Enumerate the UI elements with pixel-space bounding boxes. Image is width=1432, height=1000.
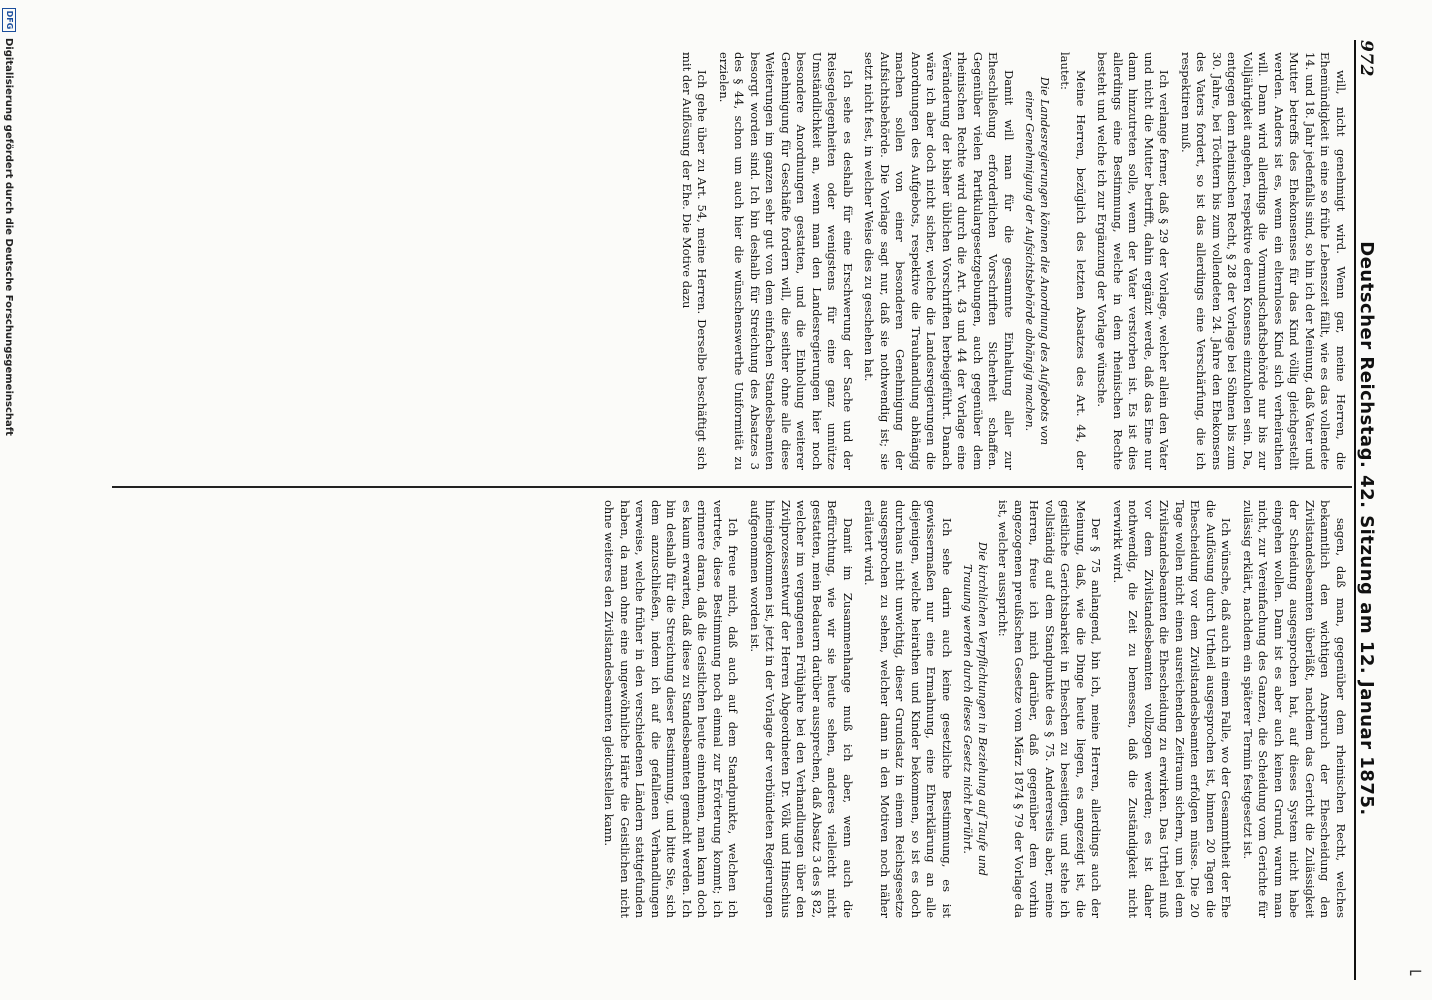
paragraph: sagen, daß man, gegenüber dem rheinischen Recht, welches bekanntlich den wichtigen Anspruch der Ehescheidung den Zivilstandesbeamten überläßt, nachdem das Gericht die Zulässigkeit der Scheidung ausgesprochen hat, auf dieses System nicht habe eingehen wollen. Dann ist es aber auch keinen Grund, warum man nicht, zur Vereinfachung des Ganzen, die Scheidung vom Gerichte für zulässig erklärt, nachdem ein späterer Termin festgesetzt ist. — [1241, 500, 1348, 918]
dfg-logo-icon: DFG — [2, 8, 16, 32]
digitization-credit: Digitalisierung gefördert durch die Deutsche Forschungsgemeinschaft — [3, 38, 15, 436]
paragraph: Ich sehe es deshalb für eine Erschwerung der Sache und der Reisegelegenheiten oder wenigstens für eine ganz unnütze Umständlichkeit an, wenn man den Landesregierungen hier noch besondere Anordnungen gestatten, und die Einholung weiterer Genehmigung für Geschäfte fordern will, die seither ohne alle diese Weiterungen im ganzen sehr gut von dem einfachen Standesbeamten besorgt worden sind. Ich bin deshalb für Streichung des Absatzes 3 des § 44, schon um auch hier die wünschenswerthe Uniformität zu erzielen. — [717, 52, 855, 470]
column-divider — [112, 486, 1352, 488]
text-column-left — [114, 52, 1348, 470]
paragraph: Ich freue mich, daß auch auf dem Standpunkte, welchen ich vertrete, diese Bestimmung noch einmal zur Erörterung kommt; ich erinnere daran, daß die Geistlichen heute einnehmen, man kann doch es kaum erwarten, daß diese zu Standesbeamten gemacht werden. Ich bin deshalb für die Streichung dieser Bestimmung, und bitte Sie, sich dem anzuschließen, indem ich auf die gefallenen Verhandlungen verweise, welche früher in den verschiedenen Ländern stattgefunden haben, da man ohne eine ungewöhnliche Härte die Geistlichen nicht ohne weiteres den Zivilstandesbeamten gleichstellen kann. — [602, 500, 741, 918]
paragraph: Damit will man für die gesammte Einhaltung aller zur Eheschließung erforderlichen Vorschriften Sicherheit schaffen. Gegenüber vielen Partikulargesetzgebungen, auch gegenüber dem rheinischen Rechte wird durch die Art. 43 und 44 der Vorlage eine Veränderung der bisher üblichen Vorschriften herbeigeführt. Danach wäre ich aber doch nicht sicher, welche die Landesregierungen die Anordnungen des Aufgebots, respektive die Trauhandlung abhängig machen sollen von einer besonderen Genehmigung der Aufsichtsbehörde. Die Vorlage sagt nur, daß sie nothwendig ist; sie setzt nicht fest, in welcher Weise dies zu geschehen hat. — [862, 52, 1016, 470]
paragraph: Ich sehe darin auch keine gesetzliche Bestimmung, es ist gewissermaßen nur eine Ermahnung, eine Ehrerklärung an alle diejenigen, welche heirathen und Kinder bekommen, so ist es doch durchaus nicht unwichtig, dieser Grundsatz in einem Reichsgesetze ausgesprochen zu sehen, welcher dann in den Motiven noch näher erläutert wird. — [862, 500, 954, 918]
page-number: 972 — [1356, 40, 1376, 77]
paragraph: Damit im Zusammenhange muß ich aber, wenn auch die Befürchtung, wie wir sie heute sehen, anderes vielleicht nicht gestatten, mein Bedauern darüber aussprechen, daß Absatz 3 des § 82, welcher im vergangenen Frühjahre bei den Verhandlungen über den Zivilprozessentwurf der Herren Abgeordneten Dr. Völk und Hinschius hineingekommen ist, jetzt in der Vorlage der verbündeten Regierungen aufgenommen worden ist. — [748, 500, 855, 918]
paragraph: Meine Herren, bezüglich des letzten Absatzes des Art. 44, der lautet: — [1058, 52, 1088, 470]
page-edge-mark-icon: ⌐ — [1408, 962, 1424, 983]
paragraph: Ich gehe über zu Art. 54, meine Herren. Derselbe beschäftigt sich mit der Auflösung der Ehe. Die Motive dazu — [680, 52, 710, 470]
page-header — [1354, 40, 1384, 980]
paragraph: Ich verlange ferner, daß § 29 der Vorlage, welcher allein den Vater und nicht die Mutter betrifft, dahin ergänzt werde, daß das Eine nur dann hinzutreten solle, wenn der Vater verstorben ist. Es ist dies allerdings eine Bestimmung, welche in dem rheinischen Rechte besteht und welche ich zur Ergänzung der Vorlage wünsche. — [1095, 52, 1172, 470]
text-column-right — [114, 500, 1348, 918]
page-title: Deutscher Reichstag. 42. Sitzung am 12. Januar 1875. — [1356, 241, 1377, 816]
paragraph: Ich wünsche, daß auch in einem Falle, wo der Gesammtheit der Ehe die Auflösung durch Urtheil ausgesprochen ist, binnen 20 Tagen die Ehescheidung vor dem Zivilstandesbeamten erfolgen müsse. Die 20 Tage wollen nicht einen ausreichenden Zeitraum sichern, um bei dem Zivilstandesbeamten die Ehescheidung zu erwirken. Das Urtheil muß vor dem Zivilstandesbeamten vollzogen werden; es ist daher nothwendig, die Zeit zu bemessen, daß die Zuständigkeit nicht verwirkt wird. — [1111, 500, 1234, 918]
paragraph: Der § 75 anlangend, bin ich, meine Herren, allerdings auch der Meinung, daß, wie die Dinge heute liegen, es angezeigt ist, die geistliche Gerichtsbarkeit in Eheschen zu beseitigen, und stehe ich vollständig auf dem Standpunkte des § 75. Andererseits aber, meine Herren, freue ich mich darüber, daß gegenüber dem vorhin angezogenen preußischen Gesetze vom März 1874 § 79 der Vorlage da ist, welcher ausspricht: — [996, 500, 1104, 918]
quoted-paragraph: Die Landesregierungen können die Anordnung des Aufgebots von einer Genehmigung der Aufsichtsbehörde abhängig machen. — [1023, 76, 1051, 446]
digitization-footer — [0, 0, 18, 1000]
paragraph: will, nicht genehmigt wird. Wenn gar, meine Herren, die Ehemündigkeit in eine so frühe Lebenszeit fällt, wie es das vollendete 14. und 18. Jahr jedenfalls sind, so hin ich der Meinung, daß Vater und Mutter betreffs des Ehekonsenses für das Kind völlig gleichgestellt werden. Anders ist es, wenn ein elternloses Kind sich verheirathen will. Dann wird allerdings die Vormundschaftsbehörde nur bis zur Volljährigkeit angehen, respektive deren Konsens einzuholen sein. Da, entgegen dem rheinischen Recht, § 28 der Vorlage bei Söhnen bis zum 30. Jahre, bei Töchtern bis zum vollendeten 24. Jahre den Ehekonsens des Vaters fordert, so ist das allerdings eine Verschärfung, die ich respektiren muß. — [1179, 52, 1348, 470]
quoted-paragraph: Die kirchlichen Verpflichtungen in Beziehung auf Taufe und Trauung werden durch dieses Gesetz nicht berührt. — [961, 542, 989, 876]
